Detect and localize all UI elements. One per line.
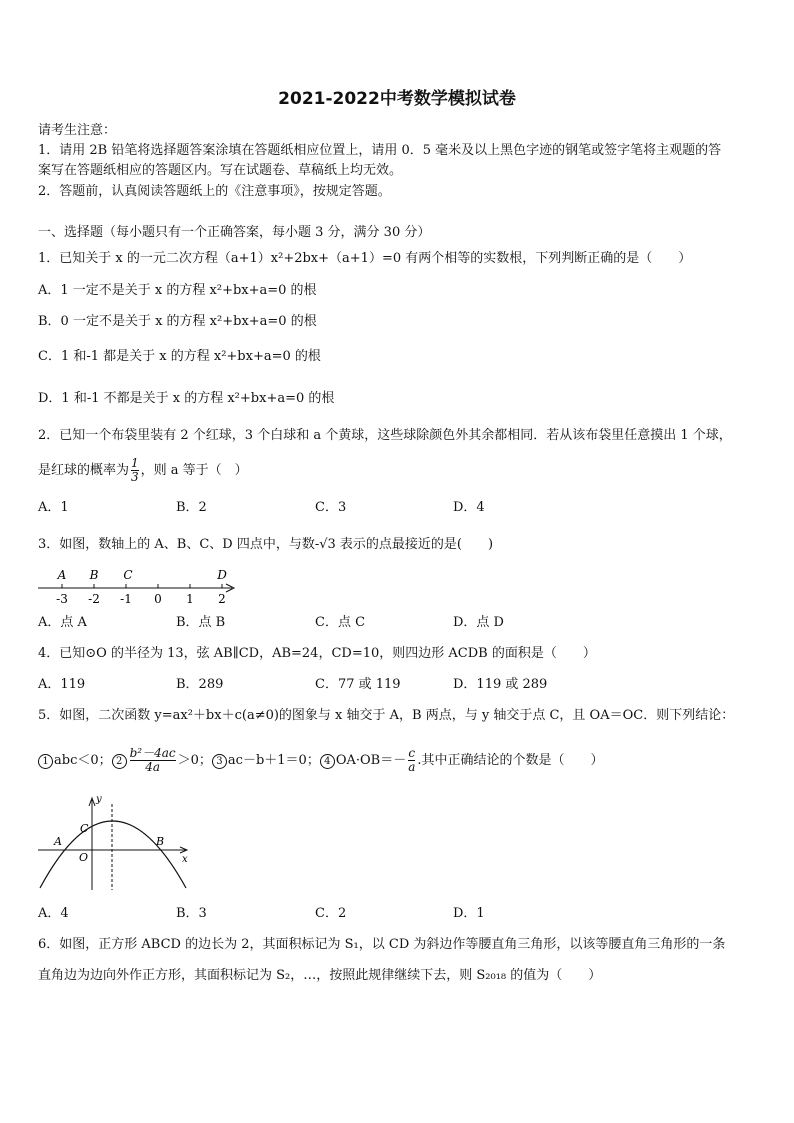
circled-number-3: 3: [212, 754, 227, 769]
question-5-option-c: C．2: [315, 906, 347, 921]
question-5-option-d: D．1: [453, 906, 485, 921]
tick-label: 2: [218, 592, 226, 606]
conclusion-4-suffix: .其中正确结论的个数是（ ）: [417, 753, 604, 768]
question-6-line-2: 直角边为边向外作正方形，其面积标记为 S₂，…，按照此规律继续下去，则 S₂₀₁₈ 的值为（ ）: [38, 968, 602, 983]
conclusion-4-fraction: [408, 747, 415, 774]
parabola-curve: [40, 821, 186, 888]
conclusion-4-prefix: OA·OB＝－: [335, 753, 407, 768]
question-5-option-b: B．3: [176, 906, 207, 921]
conclusion-2-fraction: [130, 747, 176, 774]
point-label-c: C: [123, 568, 133, 582]
question-3-option-b: B．点 B: [176, 615, 226, 630]
x-axis-label: x: [182, 854, 188, 865]
tick-label: 0: [154, 592, 162, 606]
notice-line-2: 案写在答题纸相应的答题区内。写在试题卷、草稿纸上均无效。: [38, 163, 403, 178]
origin-label: O: [79, 851, 89, 864]
conclusion-2-suffix: ＞0；: [177, 753, 212, 768]
conclusion-1: abc＜0；: [54, 753, 112, 768]
number-line-figure: [36, 564, 246, 606]
page-title: 2021-2022中考数学模拟试卷: [278, 89, 516, 109]
question-1-option-d: D．1 和-1 不都是关于 x 的方程 x²+bx+a=0 的根: [38, 391, 335, 406]
question-2-prefix: 是红球的概率为: [38, 463, 130, 478]
question-3-option-a: A．点 A: [38, 615, 87, 630]
tick-label: -3: [56, 592, 68, 606]
question-2-line-2: [38, 454, 248, 488]
notice-heading: 请考生注意：: [38, 123, 117, 138]
question-5-conclusions: [38, 744, 604, 778]
question-5-option-a: A．4: [38, 906, 69, 921]
point-label-a: A: [54, 835, 62, 848]
question-2-line-1: 2．已知一个布袋里装有 2 个红球，3 个白球和 a 个黄球，这些球除颜色外其余都相同．若从该布袋里任意摸出 1 个球，: [38, 428, 732, 443]
section-heading: 一、选择题（每小题只有一个正确答案，每小题 3 分，满分 30 分）: [38, 225, 431, 240]
question-1-option-b: B．0 一定不是关于 x 的方程 x²+bx+a=0 的根: [38, 314, 317, 329]
fraction-denominator: a: [408, 760, 416, 774]
conclusion-3: ac－b＋1＝0；: [227, 753, 320, 768]
circled-number-1: 1: [38, 754, 53, 769]
point-label-d: D: [217, 568, 227, 582]
tick-label: -1: [120, 592, 132, 606]
question-3-option-c: C．点 C: [315, 615, 366, 630]
question-4-stem: 4．已知⊙O 的半径为 13，弦 AB∥CD，AB=24，CD=10，则四边形 ACDB 的面积是（ ）: [38, 646, 596, 661]
notice-line-3: 2．答题前，认真阅读答题纸上的《注意事项》，按规定答题。: [38, 184, 391, 199]
question-2-option-a: A．1: [38, 500, 69, 515]
question-1-option-a: A．1 一定不是关于 x 的方程 x²+bx+a=0 的根: [38, 283, 317, 298]
question-2-option-c: C．3: [315, 500, 347, 515]
probability-fraction: [131, 457, 139, 484]
question-5-stem: 5．如图，二次函数 y=ax²＋bx＋c(a≠0)的图象与 x 轴交于 A，B 两点，与 y 轴交于点 C，且 OA＝OC．则下列结论：: [38, 708, 735, 723]
question-4-option-b: B．289: [176, 677, 224, 692]
tick-label: -2: [88, 592, 100, 606]
circled-number-2: 2: [112, 754, 127, 769]
parabola-figure: [36, 794, 196, 894]
question-2-option-b: B．2: [176, 500, 207, 515]
question-1-stem: 1．已知关于 x 的一元二次方程（a+1）x²+2bx+（a+1）=0 有两个相等的实数根，下列判断正确的是（ ）: [38, 251, 692, 266]
question-3-stem: 3．如图，数轴上的 A、B、C、D 四点中，与数-√3 表示的点最接近的是( ): [38, 537, 494, 552]
fraction-numerator: 1: [131, 456, 139, 470]
point-label-c: C: [80, 822, 89, 835]
fraction-numerator: b²－4ac: [129, 746, 176, 760]
fraction-denominator: 3: [131, 470, 139, 484]
point-label-b: B: [89, 568, 99, 582]
fraction-denominator: 4a: [145, 760, 161, 774]
y-axis-label: y: [96, 794, 102, 805]
circled-number-4: 4: [320, 754, 335, 769]
number-line-ticks: [62, 584, 222, 588]
tick-label: 1: [186, 592, 194, 606]
question-4-option-d: D．119 或 289: [453, 677, 548, 692]
notice-line-1: 1．请用 2B 铅笔将选择题答案涂填在答题纸相应位置上，请用 0．5 毫米及以上黑色字迹的钢笔或签字笔将主观题的答: [38, 143, 722, 158]
question-1-option-c: C．1 和-1 都是关于 x 的方程 x²+bx+a=0 的根: [38, 349, 321, 364]
question-3-option-d: D．点 D: [453, 615, 504, 630]
question-6-line-1: 6．如图，正方形 ABCD 的边长为 2，其面积标记为 S₁，以 CD 为斜边作等腰直角三角形，以该等腰直角三角形的一条: [38, 937, 726, 952]
point-label-b: B: [156, 835, 165, 848]
question-4-option-c: C．77 或 119: [315, 677, 401, 692]
fraction-numerator: c: [408, 746, 416, 760]
point-label-a: A: [57, 568, 67, 582]
question-2-option-d: D．4: [453, 500, 485, 515]
question-2-suffix: ，则 a 等于（ ）: [140, 463, 248, 478]
question-4-option-a: A．119: [38, 677, 86, 692]
